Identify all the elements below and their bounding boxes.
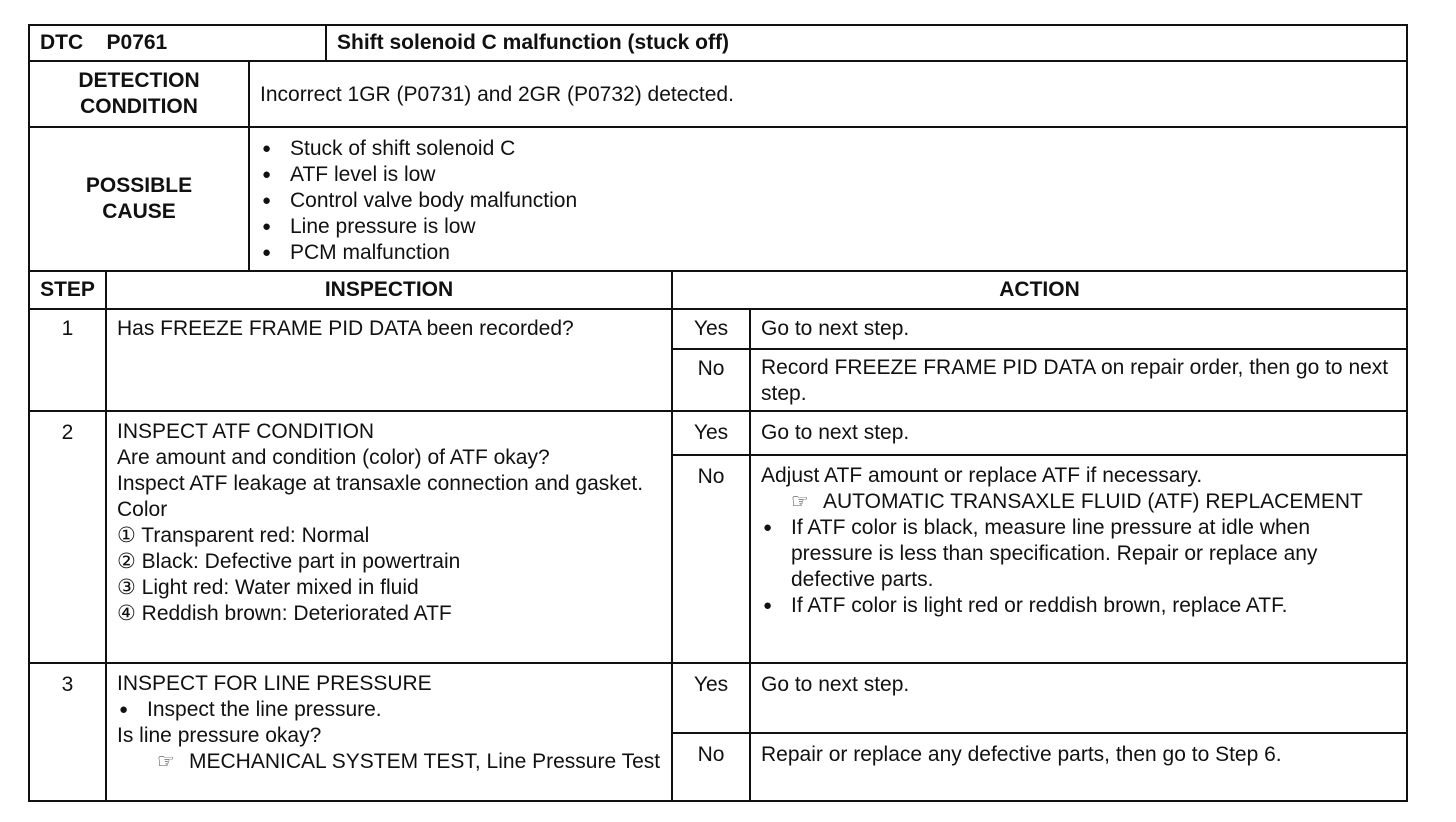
inspection-bullets [117,697,661,723]
list-item: ● Control valve body malfunction [260,188,1396,214]
dtc-title: Shift solenoid C malfunction (stuck off) [326,25,1407,61]
list-item: ● If ATF color is black, measure line pressure at idle when pressure is less than specification. Repair or replace any defective parts. [761,515,1396,593]
list-item: ③ Light red: Water mixed in fluid [117,576,419,599]
step-inspection [106,663,672,801]
inspection-line: Inspect ATF leakage at transaxle connection and gasket. [117,472,644,495]
yes-action: Go to next step. [750,411,1407,455]
list-item: ● Stuck of shift solenoid C [260,136,1396,162]
step-column-header: STEP [29,271,106,309]
yes-label: Yes [672,309,750,349]
list-item: ● PCM malfunction [260,240,1396,266]
dtc-code: P0761 [106,31,168,54]
list-item: ④ Reddish brown: Deteriorated ATF [117,602,452,625]
detection-label-line2: CONDITION [80,95,198,118]
inspection-line: Color [117,498,168,521]
no-label: No [672,455,750,663]
pointing-hand-icon: ☞ [157,751,175,773]
reference-text: MECHANICAL SYSTEM TEST, Line Pressure Test [189,750,661,773]
table-row [29,663,1407,733]
no-label: No [672,733,750,801]
step-number: 3 [29,663,106,801]
no-action: Repair or replace any defective parts, then go to Step 6. [750,733,1407,801]
dtc-table [28,24,1408,802]
column-header-row [29,271,1407,309]
list-item: ● If ATF color is light red or reddish brown, replace ATF. [761,593,1396,619]
no-action [750,455,1407,663]
inspection-column-header: INSPECTION [106,271,672,309]
yes-action: Go to next step. [750,309,1407,349]
list-item: ● ATF level is low [260,162,1396,188]
no-action-intro: Adjust ATF amount or replace ATF if necessary. [761,464,1203,487]
inspection-title: INSPECT FOR LINE PRESSURE [117,672,432,695]
step-inspection [106,411,672,663]
no-label: No [672,349,750,411]
list-item: ● Inspect the line pressure. [117,697,661,723]
possible-cause-list [260,136,1396,266]
possible-cause-label-line2: CAUSE [102,200,176,223]
dtc-document [28,24,1406,802]
detection-text: Incorrect 1GR (P0731) and 2GR (P0732) detected. [249,61,1407,127]
no-action: Record FREEZE FRAME PID DATA on repair order, then go to next step. [750,349,1407,411]
inspection-title: INSPECT ATF CONDITION [117,420,375,443]
list-item: ● Line pressure is low [260,214,1396,240]
possible-cause-row [29,127,1407,271]
pointing-hand-icon: ☞ [791,491,809,513]
dtc-code-cell [29,25,326,61]
header-row [29,25,1407,61]
yes-label: Yes [672,663,750,733]
list-item: ① Transparent red: Normal [117,524,370,547]
inspection-question: Is line pressure okay? [117,724,322,747]
possible-cause-label-line1: POSSIBLE [85,174,193,197]
inspection-line: Are amount and condition (color) of ATF okay? [117,446,550,469]
table-row [29,309,1407,349]
action-bullets [761,515,1396,619]
reference-link[interactable] [117,749,661,775]
yes-label: Yes [672,411,750,455]
list-item: ② Black: Defective part in powertrain [117,550,461,573]
detection-label [29,61,249,127]
detection-label-line1: DETECTION [78,69,200,92]
reference-link[interactable] [761,489,1396,515]
possible-cause-label [29,127,249,271]
possible-cause-list-cell [249,127,1407,271]
step-inspection: Has FREEZE FRAME PID DATA been recorded? [106,309,672,411]
table-row [29,411,1407,455]
reference-text: AUTOMATIC TRANSAXLE FLUID (ATF) REPLACEMENT [823,490,1363,513]
dtc-label: DTC [40,31,84,54]
color-list [117,523,661,627]
step-number: 2 [29,411,106,663]
action-column-header: ACTION [672,271,1407,309]
yes-action: Go to next step. [750,663,1407,733]
detection-row [29,61,1407,127]
step-number: 1 [29,309,106,411]
